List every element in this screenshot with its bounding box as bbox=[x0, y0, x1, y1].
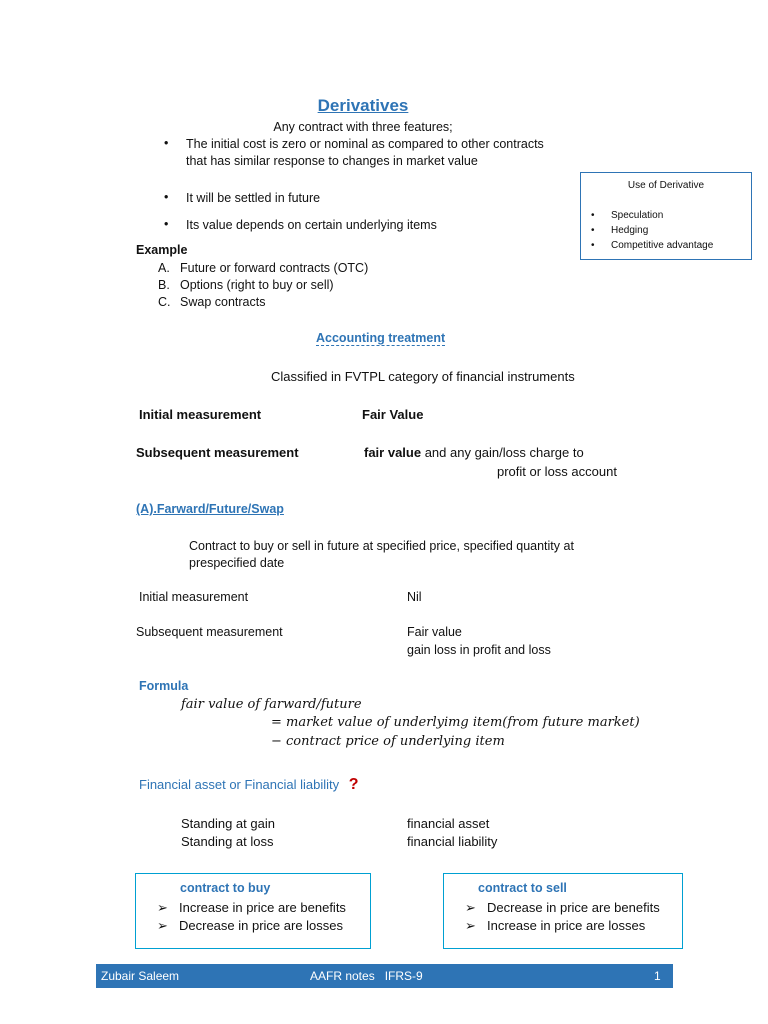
forward-subsequent-label: Subsequent measurement bbox=[136, 625, 283, 639]
formula-line: = market value of underlyimg item(from future market) bbox=[271, 715, 640, 730]
feature-item bbox=[166, 136, 544, 170]
formula-heading: Formula bbox=[139, 679, 189, 693]
contract-to-sell-box bbox=[443, 873, 683, 949]
initial-measurement-value: Fair Value bbox=[362, 407, 424, 422]
forward-initial-label: Initial measurement bbox=[139, 590, 249, 604]
standing-loss-label: Standing at loss bbox=[181, 834, 274, 849]
contract-to-buy-item: ➢ Increase in price are benefits bbox=[179, 900, 346, 915]
forward-initial-value: Nil bbox=[407, 590, 422, 604]
use-box-item: • Speculation bbox=[611, 210, 663, 221]
example-item bbox=[158, 295, 266, 309]
example-text: Swap contracts bbox=[180, 295, 266, 309]
use-box-item: • Hedging bbox=[611, 225, 648, 236]
feature-text: • The initial cost is zero or nominal as compared to other contracts bbox=[186, 137, 544, 151]
financial-question-text: Financial asset or Financial liability bbox=[139, 777, 340, 792]
contract-to-buy-heading: contract to buy bbox=[180, 881, 271, 895]
subsequent-value-bold: fair value bbox=[364, 445, 422, 460]
use-of-derivative-box bbox=[580, 172, 752, 260]
footer-notes: AAFR notes IFRS-9 bbox=[310, 969, 423, 983]
feature-item bbox=[166, 190, 320, 207]
subsequent-measurement-value-line2: profit or loss account bbox=[497, 464, 617, 479]
example-item bbox=[158, 278, 334, 292]
standing-loss-value: financial liability bbox=[407, 834, 498, 849]
forward-subsequent-value: Fair value bbox=[407, 625, 462, 639]
contract-to-sell-item: ➢ Decrease in price are benefits bbox=[487, 900, 660, 915]
use-box-item: • Competitive advantage bbox=[611, 240, 713, 251]
example-heading: Example bbox=[136, 243, 188, 257]
use-box-heading: Use of Derivative bbox=[627, 180, 705, 191]
page-title: Derivatives bbox=[317, 96, 409, 115]
feature-text: • Its value depends on certain underlying items bbox=[186, 218, 437, 232]
subsequent-measurement-label: Subsequent measurement bbox=[136, 445, 299, 460]
question-mark-icon: ? bbox=[348, 776, 359, 793]
formula-line: fair value of farward/future bbox=[181, 697, 362, 712]
initial-measurement-label: Initial measurement bbox=[139, 407, 262, 422]
standing-gain-value: financial asset bbox=[407, 816, 490, 831]
example-text: Options (right to buy or sell) bbox=[180, 278, 334, 292]
example-text: Future or forward contracts (OTC) bbox=[180, 261, 369, 275]
forward-heading: (A).Farward/Future/Swap bbox=[136, 502, 284, 516]
example-marker: C. bbox=[158, 295, 171, 309]
contract-to-sell-heading: contract to sell bbox=[478, 881, 567, 895]
subsequent-value-rest: and any gain/loss charge to bbox=[421, 445, 584, 460]
feature-item bbox=[166, 217, 437, 234]
contract-to-buy-box bbox=[135, 873, 371, 949]
footer-page-number: 1 bbox=[654, 969, 661, 983]
formula-line: − contract price of underlying item bbox=[271, 734, 505, 749]
classified-text: Classified in FVTPL category of financial instruments bbox=[271, 369, 575, 384]
subsequent-measurement-value bbox=[364, 445, 584, 460]
forward-subsequent-value-line2: gain loss in profit and loss bbox=[407, 643, 551, 657]
feature-text: • It will be settled in future bbox=[186, 191, 321, 205]
contract-to-sell-item: ➢ Increase in price are losses bbox=[487, 918, 645, 933]
footer-author: Zubair Saleem bbox=[101, 969, 180, 983]
accounting-heading: Accounting treatment bbox=[316, 331, 446, 345]
example-marker: B. bbox=[158, 278, 170, 292]
forward-description: Contract to buy or sell in future at specified price, specified quantity at bbox=[189, 539, 574, 553]
example-item bbox=[158, 261, 369, 275]
forward-description-line2: prespecified date bbox=[189, 556, 285, 570]
feature-text: that has similar response to changes in market value bbox=[186, 154, 478, 168]
standing-gain-label: Standing at gain bbox=[181, 816, 275, 831]
contract-to-buy-item: ➢ Decrease in price are losses bbox=[179, 918, 343, 933]
financial-question bbox=[139, 776, 359, 794]
page-footer bbox=[96, 964, 673, 988]
intro-text: Any contract with three features; bbox=[273, 120, 453, 134]
example-marker: A. bbox=[158, 261, 170, 275]
